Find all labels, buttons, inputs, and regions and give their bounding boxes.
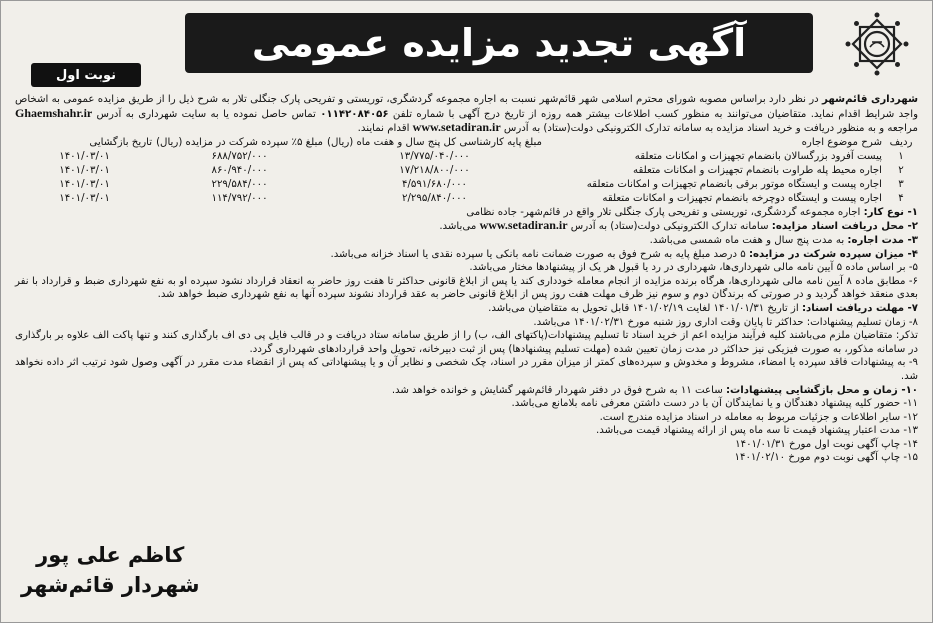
row-opening-date: ۱۴۰۱/۰۳/۰۱ xyxy=(59,150,110,162)
row-deposit: ۱۱۴/۷۹۲/۰۰۰ xyxy=(211,192,268,204)
clause-14 xyxy=(15,438,918,452)
clause-text: ۹- به پیشنهادات فاقد سپرده یا امضاء، مشروط و مخدوش و سپرده‌های کمتر از میزان مقرر در اسناد، چک شخصی و نظایر آن و یا پیشنهاداتی که پس از انقضاء مدت مقرر در آگهی وصول شود ترتیب اثر داده نخواهد شد. xyxy=(15,357,918,382)
row-opening-date: ۱۴۰۱/۰۳/۰۱ xyxy=(59,164,110,176)
row-number: ۴ xyxy=(898,192,904,204)
clause-13 xyxy=(15,424,918,438)
clause-note xyxy=(15,329,918,356)
clause-2 xyxy=(15,219,918,234)
table-row xyxy=(15,150,918,164)
table-header-row xyxy=(15,136,918,150)
clause-label: ۱- نوع کار: xyxy=(863,206,918,218)
clause-3 xyxy=(15,234,918,248)
clause-7 xyxy=(15,302,918,316)
clause-text: ۵ درصد مبلغ پایه به شرح فوق به صورت ضمانت نامه بانکی یا سپرده نقدی یا اسناد خزانه می‌باشد. xyxy=(330,248,749,260)
clause-text: ۱۱- حضور کلیه پیشنهاد دهندگان و یا نمایندگان آن با در دست داشتن معرفی نامه بلامانع می‌باشد. xyxy=(511,398,918,410)
row-base-price: ۴/۵۹۱/۶۸۰/۰۰۰ xyxy=(402,178,468,190)
clause-text: تذکر: متقاضیان ملزم می‌باشند کلیه فرآیند مزایده اعم از خرید اسناد تا تسلیم پیشنهادات(پاکتهای الف، ب) را از طریق سامانه ستاد دریافت و در قالب فایل پی دی اف بارگذاری کنند و تنها پاکت الف علاوه بر بارگذاری در سامانه مذکور، به صورت فیزیکی نیز حداکثر در مدت زمان تعیین شده (مهلت تسلیم پیشنهادها) پس از ثبت دبیرخانه، تحویل واحد قراردادهای شهرداری گردد. xyxy=(15,330,918,355)
clause-text: ۱۳- مدت اعتبار پیشنهاد قیمت تا سه ماه پس از ارائه پیشنهاد قیمت می‌باشد. xyxy=(596,425,918,437)
intro-paragraph xyxy=(15,93,918,136)
clause-label: ۳- مدت اجاره: xyxy=(847,234,918,246)
clause-text: سامانه تدارک الکترونیکی دولت(ستاد) به آدرس xyxy=(567,221,772,233)
clause-12 xyxy=(15,411,918,425)
clause-4 xyxy=(15,248,918,262)
clause-text: ۸- زمان تسلیم پیشنهادات: حداکثر تا پایان وقت اداری روز شنبه مورخ ۱۴۰۱/۰۲/۳۱ می‌باشد. xyxy=(533,316,918,328)
row-opening-date: ۱۴۰۱/۰۳/۰۱ xyxy=(59,192,110,204)
row-number: ۲ xyxy=(898,164,904,176)
clause-8 xyxy=(15,316,918,330)
header-deposit: مبلغ ۵٪ سپرده شرکت در مزایده (ریال) xyxy=(156,136,324,148)
clause-11 xyxy=(15,397,918,411)
row-subject: پیست آفرود بزرگسالان بانضمام تجهیزات و امکانات متعلقه xyxy=(634,150,882,162)
clause-label: ۱۰- زمان و محل بازگشایی پیشنهادات: xyxy=(725,384,918,396)
header-subject: شرح موضوع اجاره xyxy=(801,136,882,148)
intro-text-3: مراجعه و به منظور دریافت و خرید اسناد مزایده به سامانه تدارک الکترونیکی دولت(ستاد) به آدرس xyxy=(500,123,918,135)
notice-header xyxy=(9,1,924,93)
auction-items-table xyxy=(15,136,918,206)
clause-9 xyxy=(15,356,918,383)
clause-text: ۱۵- چاپ آگهی نوبت دوم مورخ ۱۴۰۱/۰۲/۱۰ xyxy=(734,452,918,464)
clause-1 xyxy=(15,206,918,220)
row-base-price: ۲/۲۹۵/۸۴۰/۰۰۰ xyxy=(402,192,468,204)
notice-body xyxy=(9,93,924,465)
intro-text-1: در نظر دارد براساس مصوبه شورای محترم اسلامی شهر قائم‌شهر نسبت به اجاره مجموعه گردشگری، توریستی و تفریحی پارک جنگلی تلار به شرح ذیل را از طریق مزایده عمومی به اشخاص واجد شرایط اقدام نماید. متقاضیان می‌توانند به منظور کسب اطلاعات بیشتر همه روزه از تاریخ درج آگهی با شماره تلفن xyxy=(15,94,918,120)
row-number: ۳ xyxy=(898,178,904,190)
clause-text: به مدت پنج سال و هفت ماه شمسی می‌باشد. xyxy=(649,234,848,246)
clause-6 xyxy=(15,275,918,302)
signature-block xyxy=(21,540,200,600)
notice-title: آگهی تجدید مزایده عمومی xyxy=(185,13,813,73)
clause-5 xyxy=(15,261,918,275)
row-deposit: ۶۸۸/۷۵۲/۰۰۰ xyxy=(211,150,268,162)
header-opening-date: تاریخ بازگشایی xyxy=(89,136,153,148)
municipality-website-link[interactable]: Ghaemshahr.ir xyxy=(15,105,93,120)
clause-text: ساعت ۱۱ به شرح فوق در دفتر شهردار قائم‌شهر گشایش و خوانده خواهد شد. xyxy=(391,384,726,396)
header-base-price: مبلغ پایه کارشناسی کل پنج سال و هفت ماه (ریال) xyxy=(327,136,542,148)
row-subject: اجاره پیست و ایستگاه دوچرخه بانضمام تجهیزات و امکانات متعلقه xyxy=(602,192,882,204)
municipality-logo-icon xyxy=(844,11,910,77)
clause-label: ۲- محل دریافت اسناد مزایده: xyxy=(771,221,918,233)
row-base-price: ۱۳/۷۷۵/۰۴۰/۰۰۰ xyxy=(399,150,470,162)
organization-name: شهرداری قائم‌شهر xyxy=(821,94,918,105)
row-opening-date: ۱۴۰۱/۰۳/۰۱ xyxy=(59,178,110,190)
clause-text: ۱۴- چاپ آگهی نوبت اول مورخ ۱۴۰۱/۰۱/۳۱ xyxy=(735,438,918,450)
row-number: ۱ xyxy=(898,150,904,162)
clause-text: ۶- مطابق ماده ۸ آیین نامه مالی شهرداری‌ها، هرگاه برنده مزایده از انجام معامله خودداری کند یا پس از ابلاغ قانونی حداکثر تا هفت روز حاضر به انعقاد قرارداد نشود سپرده او به نفع شهرداری ضبط و قرارداد با نفر بعدی منعقد خواهد گردید و در صورتی که برندگان دوم و سوم نیز ظرف مهلت هفت روز پس از ابلاغ قانونی حاضر به عقد قرارداد نشوند سپرده آنها به نفع شهرداری ضبط خواهد شد. xyxy=(15,275,919,301)
signatory-name: کاظم علی پور xyxy=(36,543,185,567)
edition-badge: نوبت اول xyxy=(31,63,141,87)
row-base-price: ۱۷/۲۱۸/۸۰۰/۰۰۰ xyxy=(399,164,470,176)
table-row xyxy=(15,164,918,178)
clause-text: ۵- بر اساس ماده ۵ آیین نامه مالی شهرداری‌ها، شهرداری در رد یا قبول هر یک از پیشنهادها مختار می‌باشد. xyxy=(469,262,918,274)
clause-label: ۴- میزان سپرده شرکت در مزایده: xyxy=(748,248,918,260)
row-deposit: ۸۶۰/۹۴۰/۰۰۰ xyxy=(211,164,268,176)
row-deposit: ۲۲۹/۵۸۴/۰۰۰ xyxy=(211,178,268,190)
intro-text-4: اقدام نمایند. xyxy=(357,123,413,135)
clause-text: از تاریخ ۱۴۰۱/۰۱/۳۱ لغایت ۱۴۰۱/۰۲/۱۹ قابل تحویل به متقاضیان می‌باشد. xyxy=(488,302,802,314)
row-subject: اجاره پیست و ایستگاه موتور برقی بانضمام تجهیزات و امکانات متعلقه xyxy=(586,178,882,190)
table-row xyxy=(15,192,918,206)
clause-text: اجاره مجموعه گردشگری، توریستی و تفریحی پارک جنگلی تلار واقع در قائم‌شهر- جاده نظامی xyxy=(466,206,864,218)
header-row-number: ردیف xyxy=(889,136,913,148)
intro-text-2: تماس حاصل نموده یا به سایت شهرداری به آدرس xyxy=(92,108,321,120)
row-subject: اجاره محیط پله طراوت بانضمام تجهیزات و امکانات متعلقه xyxy=(633,164,882,176)
setad-website-link[interactable]: www.setadiran.ir xyxy=(479,218,568,233)
signatory-position: شهردار قائم‌شهر xyxy=(21,573,200,597)
setad-website-link[interactable]: www.setadiran.ir xyxy=(412,120,501,135)
clause-15 xyxy=(15,451,918,465)
clause-10 xyxy=(15,384,918,398)
clause-text: ۱۲- سایر اطلاعات و جزئیات مربوط به معامله در اسناد مزایده مندرج است. xyxy=(599,411,918,423)
clause-tail: می‌باشد. xyxy=(439,221,480,233)
phone-number: ۰۱۱۴۲۰۸۴۰۵۶ xyxy=(320,108,389,120)
table-row xyxy=(15,178,918,192)
clause-label: ۷- مهلت دریافت اسناد: xyxy=(801,302,918,314)
